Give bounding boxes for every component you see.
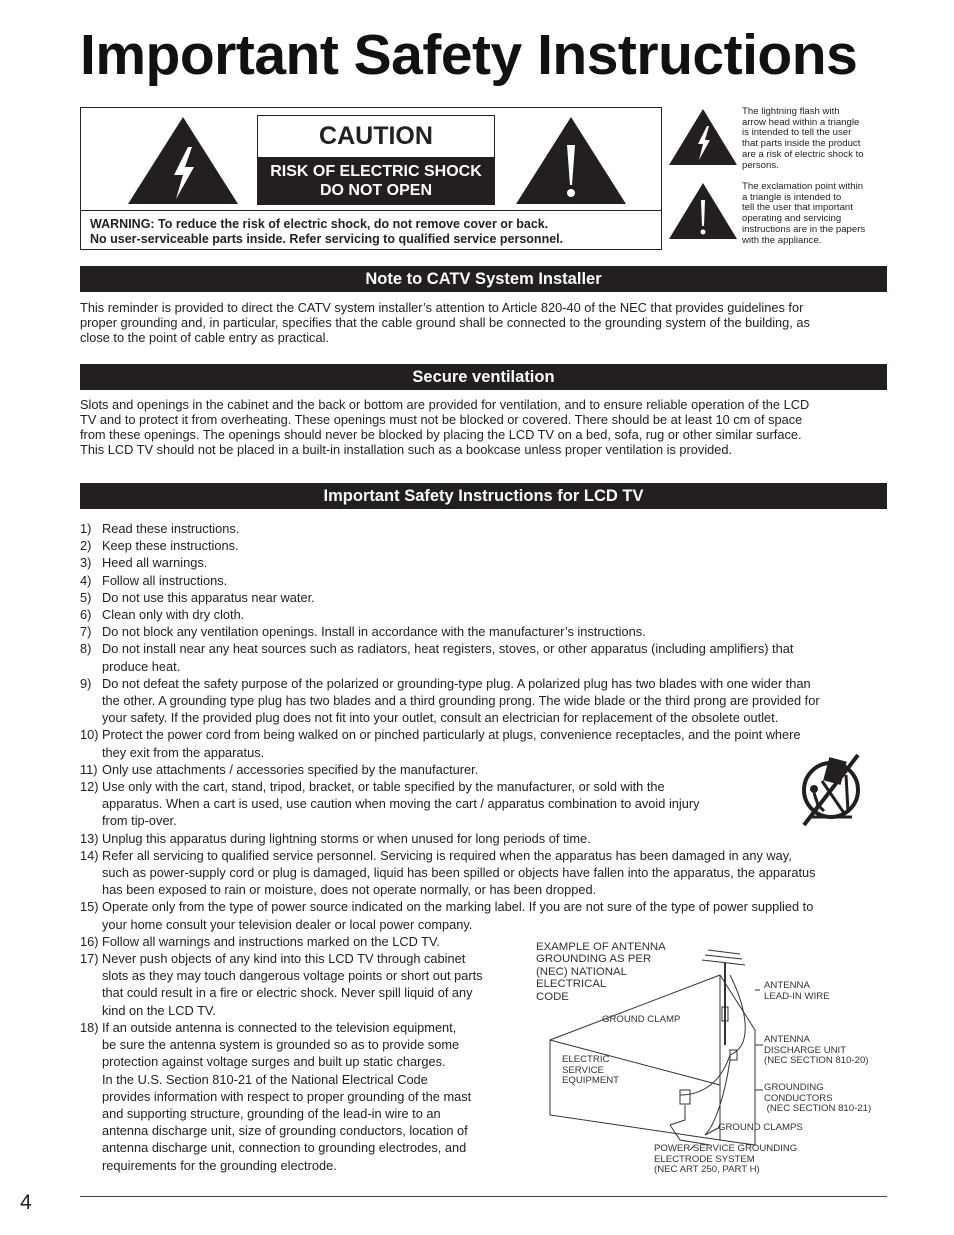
note-line: operating and servicing <box>742 213 842 225</box>
note-line: arrow head within a triangle <box>742 116 860 128</box>
instruction-line: Read these instructions. <box>102 521 240 536</box>
diagram-example-label <box>536 941 666 1003</box>
electric-service-label <box>562 1055 619 1087</box>
catv-paragraph <box>80 300 890 345</box>
instruction-number: 6) <box>80 607 92 623</box>
ground-clamps-label: GROUND CLAMPS <box>718 1122 803 1133</box>
instruction-number: 8) <box>80 641 92 657</box>
instruction-number: 18) <box>80 1019 99 1035</box>
exclamation-warning-icon <box>514 115 628 206</box>
instruction-line: In the U.S. Section 810-21 of the National Electrical Code <box>102 1071 428 1087</box>
instruction-item <box>80 606 890 623</box>
power-service-label <box>654 1144 797 1176</box>
label-line: ELECTRIC <box>562 1054 610 1065</box>
page-number: 4 <box>20 1191 32 1214</box>
instruction-number: 9) <box>80 675 92 691</box>
note-line: tell the user that important <box>742 202 853 214</box>
instruction-item <box>80 520 890 537</box>
instruction-number: 16) <box>80 933 99 949</box>
instruction-text <box>102 847 816 899</box>
note-line: persons. <box>742 159 779 171</box>
instruction-line: antenna discharge unit, connection to grounding electrodes, and <box>102 1140 467 1156</box>
note-line: The exclamation point within <box>742 181 864 192</box>
instruction-line: Protect the power cord from being walked on or pinched particularly at plugs, convenience receptacles, and the point where <box>102 727 801 743</box>
label-line: (NEC ART 250, PART H) <box>654 1164 760 1176</box>
instruction-text <box>102 761 478 778</box>
warning-line: No user-serviceable parts inside. Refer servicing to qualified service personnel. <box>90 231 564 246</box>
exclamation-note <box>742 182 890 246</box>
instruction-line: that could result in a fire or electric shock. Never spill liquid of any <box>102 985 473 1001</box>
instruction-line: be sure the antenna system is grounded so as to provide some <box>102 1037 460 1053</box>
instruction-number: 15) <box>80 899 99 915</box>
instruction-text <box>102 778 700 830</box>
instruction-item <box>80 554 890 571</box>
instruction-line: antenna discharge unit, size of grounding conductors, location of <box>102 1123 468 1139</box>
lead-in-label <box>764 981 830 1002</box>
caution-band <box>258 157 494 204</box>
paragraph-line: close to the point of cable entry as practical. <box>80 330 329 345</box>
footer-divider <box>80 1196 887 1197</box>
instruction-item <box>80 778 890 830</box>
instruction-line: Heed all warnings. <box>102 555 208 571</box>
paragraph-line: TV and to protect it from overheating. These openings must not be blocked or covered. There should be at least 10 cm of space <box>80 412 803 427</box>
label-line: EXAMPLE OF ANTENNA <box>536 941 666 953</box>
instruction-line: Only use attachments / accessories specified by the manufacturer. <box>102 761 479 777</box>
paragraph-line: Slots and openings in the cabinet and the back or bottom are provided for ventilation, and to ensure reliable operation of the LCD <box>80 397 810 412</box>
page-title: Important Safety Instructions <box>80 23 858 87</box>
exclamation-triangle-icon <box>668 182 738 240</box>
instruction-line: Do not defeat the safety purpose of the polarized or grounding-type plug. A polarized plug has two blades with one wider than <box>102 675 811 691</box>
lcd-instructions-heading: Important Safety Instructions for LCD TV <box>80 483 887 509</box>
instruction-number: 10) <box>80 727 99 743</box>
note-line: that parts inside the product <box>742 138 861 150</box>
instruction-item <box>80 623 890 640</box>
instruction-line: Use only with the cart, stand, tripod, bracket, or table specified by the manufacturer, or sold with the <box>102 779 665 795</box>
label-line: CODE <box>536 990 569 1003</box>
instruction-line: protection against voltage surges and built up static charges. <box>102 1054 446 1070</box>
instruction-line: If an outside antenna is connected to the television equipment, <box>102 1019 457 1035</box>
ventilation-heading: Secure ventilation <box>80 364 887 390</box>
instruction-line: has been exposed to rain or moisture, does not operate normally, or has been dropped. <box>102 882 597 898</box>
instruction-text <box>102 675 820 727</box>
label-line: (NEC) NATIONAL <box>536 965 627 978</box>
caution-label <box>257 115 495 205</box>
instruction-line: they exit from the apparatus. <box>102 744 265 760</box>
instruction-item <box>80 847 890 899</box>
note-line: The lightning flash with <box>742 106 840 117</box>
instruction-number: 11) <box>80 761 98 777</box>
label-line: ANTENNA <box>764 1034 810 1045</box>
ventilation-paragraph <box>80 397 890 457</box>
label-line: (NEC SECTION 810-20) <box>764 1055 869 1067</box>
lightning-note <box>742 107 890 171</box>
label-line: SERVICE <box>562 1064 604 1076</box>
instruction-number: 4) <box>80 572 92 588</box>
caution-heading: CAUTION <box>319 122 433 150</box>
instruction-text <box>102 520 239 537</box>
instruction-text <box>102 830 591 847</box>
label-line: GROUNDING <box>764 1082 824 1093</box>
instruction-line: Do not install near any heat sources such as radiators, heat registers, stoves, or other apparatus (including amplifiers) that <box>102 641 794 657</box>
instruction-text <box>102 623 646 640</box>
instruction-line: Unplug this apparatus during lightning storms or when unused for long periods of time. <box>102 830 591 846</box>
instruction-text <box>102 606 244 623</box>
label-line: ELECTRODE SYSTEM <box>654 1153 755 1165</box>
instruction-text <box>102 898 813 932</box>
caution-band-line: DO NOT OPEN <box>319 182 432 199</box>
instruction-text <box>102 537 239 554</box>
instruction-line: Operate only from the type of power source indicated on the marking label. If you are not sure of the type of power supplied to <box>102 899 814 915</box>
instruction-line: slots as they may touch dangerous voltage points or short out parts <box>102 968 483 984</box>
antenna-grounding-diagram <box>530 935 890 1180</box>
label-line: (NEC SECTION 810-21) <box>764 1103 872 1115</box>
instruction-number: 14) <box>80 847 99 863</box>
note-line: with the appliance. <box>742 234 822 246</box>
instruction-line: Never push objects of any kind into this LCD TV through cabinet <box>102 951 466 967</box>
discharge-unit-label <box>764 1035 869 1067</box>
caution-band-line: RISK OF ELECTRIC SHOCK <box>270 163 482 180</box>
warning-text <box>80 210 662 250</box>
grounding-conductors-label <box>764 1083 871 1115</box>
instruction-item <box>80 589 890 606</box>
instruction-item <box>80 761 890 778</box>
instruction-line: the other. A grounding type plug has two blades and a third grounding prong. The wide blade or the third prong are provided for <box>102 693 820 709</box>
instruction-item <box>80 640 890 674</box>
label-line: CONDUCTORS <box>764 1092 833 1104</box>
instruction-line: Follow all warnings and instructions marked on the LCD TV. <box>102 933 440 949</box>
instruction-text <box>102 554 207 571</box>
instruction-item <box>80 572 890 589</box>
instruction-text <box>102 589 315 606</box>
instruction-line: your home consult your television dealer or local power company. <box>102 916 473 932</box>
instruction-number: 5) <box>80 589 92 605</box>
label-line: ELECTRICAL <box>536 978 607 991</box>
instruction-number: 2) <box>80 538 92 554</box>
label-line: LEAD-IN WIRE <box>764 990 830 1002</box>
instruction-line: apparatus. When a cart is used, use caution when moving the cart / apparatus combination to avoid injury <box>102 796 700 812</box>
instruction-line: kind on the LCD TV. <box>102 1002 216 1018</box>
label-line: DISCHARGE UNIT <box>764 1044 847 1056</box>
paragraph-line: proper grounding and, in particular, specifies that the cable ground shall be connected to the grounding system of the building, as <box>80 315 810 330</box>
instruction-line: Do not use this apparatus near water. <box>102 589 315 605</box>
instruction-line: from tip-over. <box>102 813 177 829</box>
note-line: is intended to tell the user <box>742 127 852 139</box>
lightning-triangle-icon <box>668 108 738 166</box>
instruction-text <box>102 572 227 589</box>
instruction-item <box>80 898 890 932</box>
cart-tip-over-icon <box>802 745 860 829</box>
paragraph-line: This reminder is provided to direct the CATV system installer’s attention to Article 820-40 of the NEC that provides guidelines for <box>80 300 804 315</box>
instruction-line: Clean only with dry cloth. <box>102 607 245 623</box>
note-line: a triangle is intended to <box>742 191 842 203</box>
instruction-text <box>102 1019 471 1174</box>
ground-clamp-label: GROUND CLAMP <box>602 1014 681 1025</box>
instruction-line: Do not block any ventilation openings. Install in accordance with the manufacturer’s instructions. <box>102 624 646 640</box>
instruction-line: and supporting structure, grounding of the lead-in wire to an <box>102 1105 441 1121</box>
instruction-item <box>80 726 890 760</box>
lightning-warning-icon <box>126 115 240 206</box>
instruction-number: 1) <box>80 521 92 536</box>
instruction-line: your safety. If the provided plug does not fit into your outlet, consult an electrician for replacement of the obsolete outlet. <box>102 710 779 726</box>
label-line: ANTENNA <box>764 980 810 991</box>
instruction-line: Keep these instructions. <box>102 538 239 554</box>
instruction-text <box>102 726 801 760</box>
instruction-text <box>102 933 440 950</box>
instruction-number: 7) <box>80 624 92 640</box>
instruction-item <box>80 675 890 727</box>
instruction-number: 17) <box>80 951 99 967</box>
instruction-text <box>102 640 793 674</box>
label-line: GROUNDING AS PER <box>536 953 652 966</box>
instruction-line: requirements for the grounding electrode. <box>102 1157 337 1173</box>
note-line: are a risk of electric shock to <box>742 148 864 160</box>
instruction-line: produce heat. <box>102 658 181 674</box>
instruction-item <box>80 830 890 847</box>
instruction-line: Refer all servicing to qualified service personnel. Servicing is required when the apparatus has been damaged in any way, <box>102 847 792 863</box>
paragraph-line: from these openings. The openings should never be blocked by placing the LCD TV on a bed, sofa, rug or other similar surface. <box>80 427 802 442</box>
instruction-line: Follow all instructions. <box>102 572 228 588</box>
instruction-item <box>80 537 890 554</box>
instruction-text <box>102 950 483 1019</box>
instruction-number: 12) <box>80 779 99 795</box>
paragraph-line: This LCD TV should not be placed in a built-in installation such as a bookcase unless proper ventilation is provided. <box>80 442 733 457</box>
instruction-line: such as power-supply cord or plug is damaged, liquid has been spilled or objects have fallen into the apparatus, the apparatus <box>102 865 816 881</box>
instruction-line: provides information with respect to proper grounding of the mast <box>102 1088 472 1104</box>
instruction-number: 13) <box>80 830 99 846</box>
instruction-number: 3) <box>80 555 92 571</box>
note-line: instructions are in the papers <box>742 223 866 235</box>
catv-heading: Note to CATV System Installer <box>80 266 887 292</box>
label-line: POWER SERVICE GROUNDING <box>654 1143 798 1154</box>
warning-line: WARNING: To reduce the risk of electric shock, do not remove cover or back. <box>90 217 549 231</box>
label-line: EQUIPMENT <box>562 1075 620 1087</box>
